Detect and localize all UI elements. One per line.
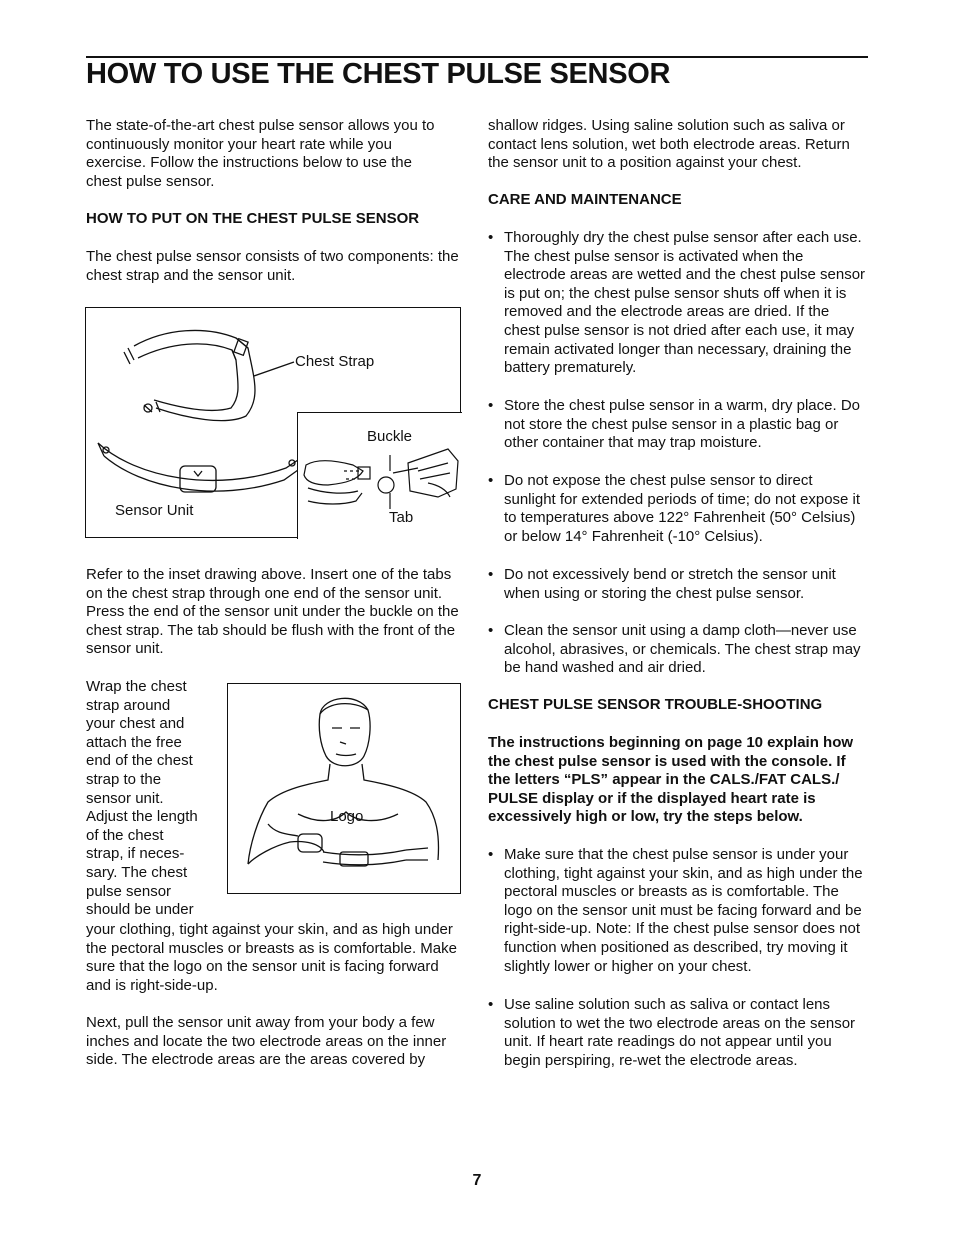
bullet-dot: • [488, 566, 494, 583]
wrap-line: sary. The chest [86, 863, 188, 881]
chest-strap-figure [85, 307, 461, 538]
bullet-dot: • [488, 397, 494, 414]
buckle-inset [297, 412, 462, 539]
intro-paragraph: The state-of-the-art chest pulse sensor allows you to continuously monitor your heart rate while you exercise. Follow the instructions below to use the chest pulse sensor. [86, 117, 435, 190]
heading-care: CARE AND MAINTENANCE [488, 191, 682, 208]
wrap-line: should be under [86, 901, 194, 919]
label-buckle: Buckle [367, 428, 413, 445]
care-bullet [488, 622, 868, 678]
wrap-line: strap to the [86, 770, 162, 788]
heading-put-on: HOW TO PUT ON THE CHEST PULSE SENSOR [86, 210, 420, 227]
wrap-line: attach the free [86, 733, 182, 751]
continued-paragraph: shallow ridges. Using saline solution such as saliva or contact lens solution, wet both electrode areas. Return the sensor unit to a position against your chest. [488, 117, 850, 172]
wrap-line: pulse sensor [86, 882, 172, 900]
bullet-dot: • [488, 846, 494, 863]
bullet-dot: • [488, 229, 494, 246]
page-number: 7 [472, 1172, 482, 1189]
bullet-dot: • [488, 472, 494, 489]
trouble-bullet [488, 996, 868, 1070]
bullet-text: Clean the sensor unit using a damp cloth—never use alcohol, abrasives, or chemicals. The chest strap may be hand washed and air dried. [504, 622, 861, 677]
trouble-bullet [488, 846, 868, 976]
label-tab: Tab [389, 509, 414, 526]
bullet-dot: • [488, 996, 494, 1013]
care-bullet [488, 472, 868, 546]
bullet-text: Use saline solution such as saliva or contact lens solution to wet the two electrode areas on the sensor unit. If heart rate readings do not appear until you begin perspiring, re-wet the electrode areas. [504, 996, 856, 1069]
bullet-text: Do not expose the chest pulse sensor to direct sunlight for extended periods of time; do not expose it to temperatures above 122° Fahrenheit (50° Celsius) or below 14° Fahrenheit (-10° Celsius). [504, 472, 861, 545]
page-title: HOW TO USE THE CHEST PULSE SENSOR [86, 58, 671, 90]
wrap-line: strap around [86, 696, 171, 714]
refer-paragraph: Refer to the inset drawing above. Insert one of the tabs on the chest strap through one end of the sensor unit. Press the end of the sensor unit under the buckle on the chest strap. The tab should be flush with the front of the sensor unit. [86, 566, 459, 658]
bullet-text: Thoroughly dry the chest pulse sensor after each use. The chest pulse sensor is activated when the electrode areas are wetted and the chest pulse sensor is put on; the chest pulse sensor shuts off when it is removed and the electrode areas are dried. If the chest pulse sensor is not dried after each use, it may remain activated longer than necessary, draining the battery prematurely. [504, 229, 866, 377]
wrap-paragraph-start [86, 678, 221, 920]
label-sensor-unit: Sensor Unit [115, 502, 194, 519]
bullet-dot: • [488, 622, 494, 639]
wearing-figure [227, 683, 461, 894]
care-bullet [488, 397, 868, 453]
components-paragraph: The chest pulse sensor consists of two components: the chest strap and the sensor unit. [86, 248, 459, 284]
care-bullet [488, 229, 868, 378]
trouble-intro: The instructions beginning on page 10 explain how the chest pulse sensor is used with the console. If the letters “PLS” appear in the CALS./FAT CALS./ PULSE display or if the displayed heart rate is excessively high or low, try the steps below. [488, 734, 854, 826]
wrap-line: Adjust the length [86, 808, 198, 826]
wrap-line: Wrap the chest [86, 678, 187, 695]
wrap-line: end of the chest [86, 752, 193, 770]
bullet-text: Store the chest pulse sensor in a warm, dry place. Do not store the chest pulse sensor in a plastic bag or other container that may trap moisture. [504, 397, 861, 452]
wrap-line: strap, if neces- [86, 845, 185, 863]
bullet-text: Make sure that the chest pulse sensor is under your clothing, tight against your skin, and as high under the pectoral muscles or breasts as is comfortable. The logo on the sensor unit must be facing forward and be right-side-up. Note: If the chest pulse sensor does not function when positioned as described, try moving it slightly lower or higher on your chest. [504, 846, 863, 975]
wrap-line: of the chest [86, 826, 164, 844]
wrap-line: sensor unit. [86, 789, 164, 807]
label-logo: Logo [330, 808, 364, 825]
care-bullet [488, 566, 868, 603]
bullet-text: Do not excessively bend or stretch the sensor unit when using or storing the chest pulse sensor. [504, 566, 836, 602]
wrap-paragraph-rest: your clothing, tight against your skin, and as high under the pectoral muscles or breasts as is comfortable. Make sure that the logo on the sensor unit is facing forward and is right-side-up. [86, 921, 457, 994]
next-paragraph: Next, pull the sensor unit away from your body a few inches and locate the two electrode areas on the inner side. The electrode areas are the areas covered by [86, 1014, 447, 1069]
label-chest-strap: Chest Strap [295, 353, 375, 370]
man-wearing-strap-drawing [228, 684, 462, 895]
heading-trouble: CHEST PULSE SENSOR TROUBLE-SHOOTING [488, 696, 823, 713]
wrap-line: your chest and [86, 715, 185, 733]
